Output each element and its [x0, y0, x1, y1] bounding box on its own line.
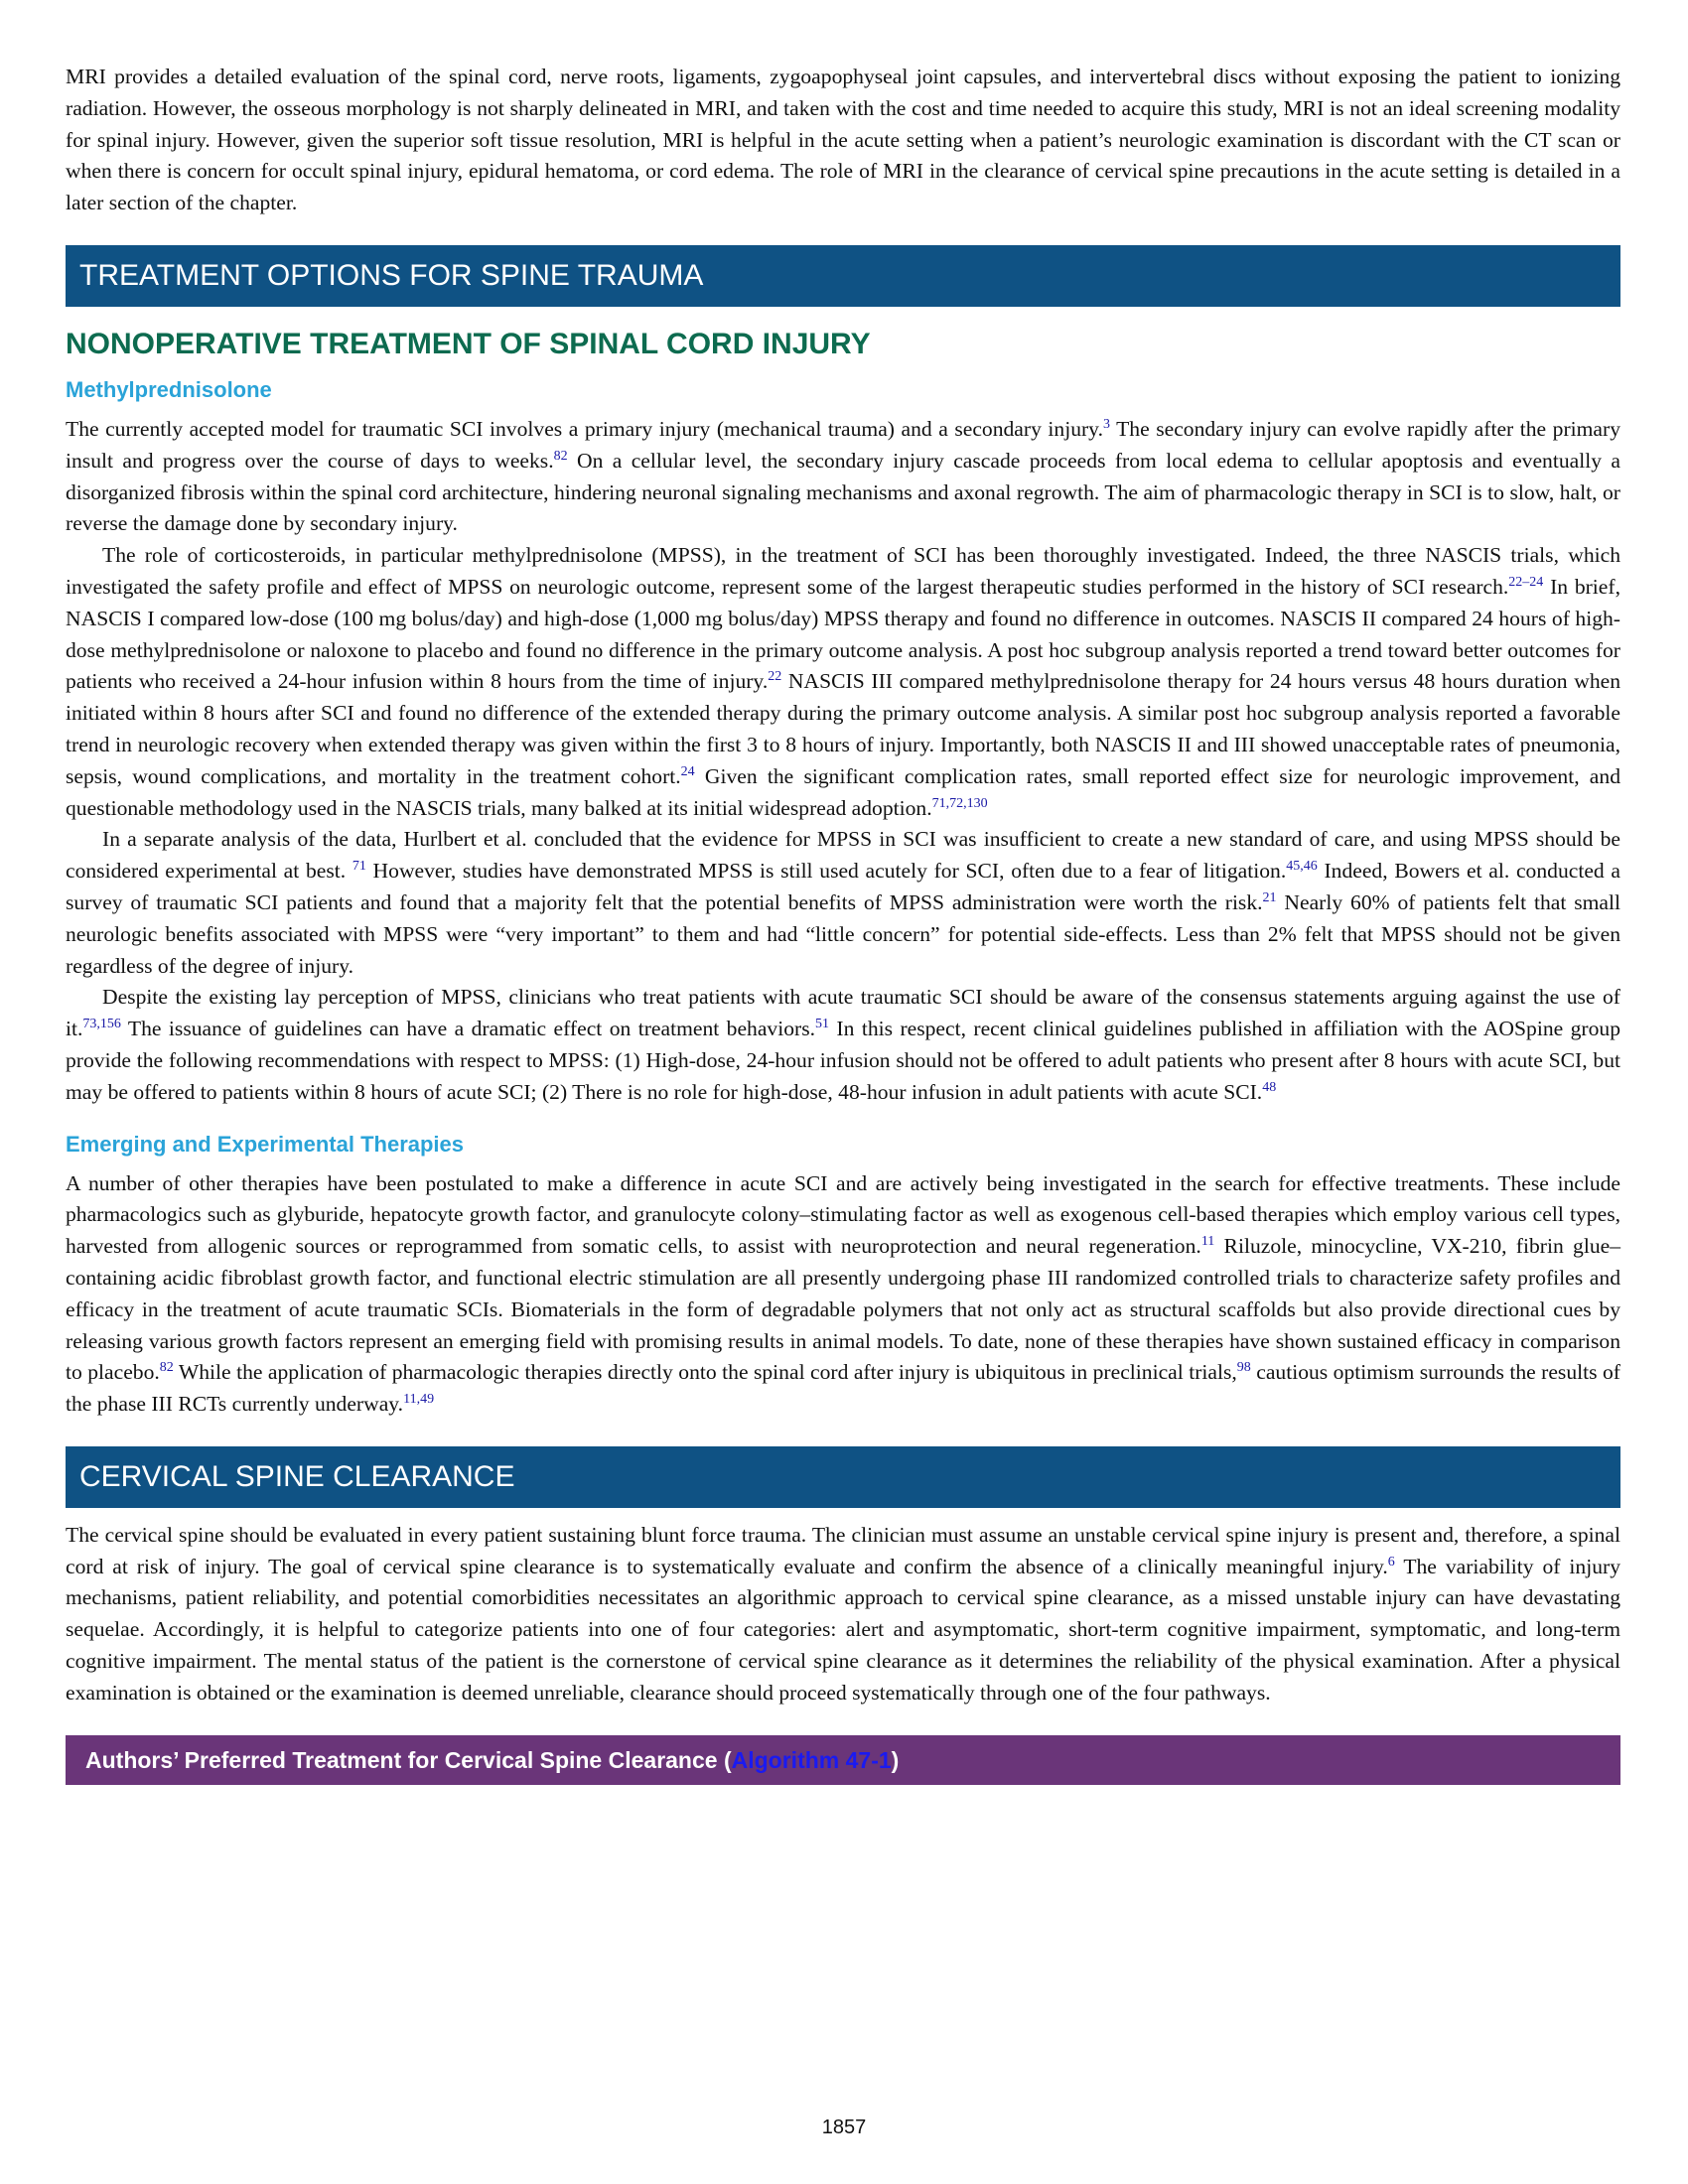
- paragraph-text: MRI provides a detailed evaluation of the spinal cord, nerve roots, ligaments, zygoapophyseal joint capsules, and intervertebral discs without exposing the patient to ionizing radiation. However, the osseous morphology is not sharply delineated in MRI, and taken with the cost and time needed to acquire this study, MRI is not an ideal screening modality for spinal injury. However, given the superior soft tissue resolution, MRI is helpful in the acute setting when a patient’s neurologic examination is discordant with the CT scan or when there is concern for occult spinal injury, epidural hematoma, or cord edema. The role of MRI in the clearance of cervical spine precautions in the acute setting is detailed in a later section of the chapter.: [66, 65, 1620, 215]
- section-heading-cervical-clearance: CERVICAL SPINE CLEARANCE: [66, 1446, 1620, 1508]
- paragraph: [66, 824, 1620, 982]
- citation-link[interactable]: 22–24: [1508, 574, 1544, 590]
- subsection-heading-nonoperative: NONOPERATIVE TREATMENT OF SPINAL CORD INJURY: [66, 327, 871, 360]
- citation-link[interactable]: 21: [1262, 889, 1277, 905]
- paragraph-text: The variability of injury mechanisms, patient reliability, and potential comorbidities necessitates an algorithmic approach to cervical spine clearance, as a missed unstable injury can have devastating sequelae. Accordingly, it is helpful to categorize patients into one of four categories: alert and asymptomatic, short-term cognitive impairment, symptomatic, and long-term cognitive impairment. The mental status of the patient is the cornerstone of cervical spine clearance as it determines the reliability of the physical examination. After a physical examination is obtained or the examination is deemed unreliable, clearance should proceed systematically through one of the four pathways.: [66, 1554, 1620, 1705]
- paragraph-text: cautious optimism surrounds the results of the phase III RCTs currently underway.: [66, 1360, 1620, 1417]
- paragraph: [66, 1520, 1620, 1709]
- heading-emerging-therapies: Emerging and Experimental Therapies: [66, 1131, 465, 1157]
- paragraph-text: On a cellular level, the secondary injury cascade proceeds from local edema to cellular apoptosis and eventually a disorganized fibrosis within the spinal cord architecture, hindering neuronal signaling mechanisms and axonal regrowth. The aim of pharmacologic therapy in SCI is to slow, halt, or reverse the damage done by secondary injury.: [66, 448, 1620, 536]
- citation-link[interactable]: 24: [680, 763, 695, 779]
- paragraph: [66, 1168, 1620, 1421]
- paragraph-text: Given the significant complication rates, small reported effect size for neurologic improvement, and questionable methodology used in the NASCIS trials, many balked at its initial widespread adoption.: [66, 763, 1620, 820]
- citation-link[interactable]: 6: [1387, 1554, 1395, 1570]
- paragraph-text: Despite the existing lay perception of MPSS, clinicians who treat patients with acute traumatic SCI should be aware of the consensus statements arguing against the use of it.: [66, 985, 1620, 1041]
- paragraph-text: However, studies have demonstrated MPSS is still used acutely for SCI, often due to a fear of litigation.: [365, 859, 1287, 884]
- paragraph: [66, 540, 1620, 824]
- citation-link[interactable]: 48: [1262, 1079, 1277, 1095]
- citation-link[interactable]: 71,72,130: [931, 795, 988, 811]
- paragraph-text: In brief, NASCIS I compared low-dose (100 mg bolus/day) and high-dose (1,000 mg bolus/day) MPSS therapy and found no difference in outcomes. NASCIS II compared 24 hours of high-dose methylprednisolone or naloxone to placebo and found no difference in the primary outcome analysis. A post hoc subgroup analysis reported a trend toward better outcomes for patients who received a 24-hour infusion within 8 hours from the time of injury.: [66, 574, 1620, 694]
- citation-link[interactable]: 82: [159, 1360, 174, 1376]
- paragraph: [66, 982, 1620, 1108]
- paragraph: [66, 62, 1620, 219]
- citation-link[interactable]: 45,46: [1286, 859, 1318, 875]
- page-content: [66, 62, 1620, 1785]
- paragraph-text: Riluzole, minocycline, VX-210, fibrin glue–containing acidic fibroblast growth factor, and functional electric stimulation are all presently undergoing phase III randomized controlled trials to characterize safety profiles and efficacy in the treatment of acute traumatic SCIs. Biomaterials in the form of degradable polymers that not only act as structural scaffolds but also provide directional cues by releasing various growth factors represent an emerging field with promising results in animal models. To date, none of these therapies have shown sustained efficacy in comparison to placebo.: [66, 1234, 1621, 1385]
- citation-link[interactable]: 82: [553, 448, 568, 464]
- citation-link[interactable]: 73,156: [82, 1017, 121, 1032]
- citation-link[interactable]: 22: [768, 669, 782, 685]
- heading-methylprednisolone: Methylprednisolone: [66, 376, 272, 402]
- citation-link[interactable]: 3: [1102, 416, 1110, 432]
- methylprednisolone-body: [66, 414, 1620, 1109]
- intro-section: [66, 62, 1620, 219]
- paragraph-text: The secondary injury can evolve rapidly after the primary insult and progress over the course of days to weeks.: [66, 416, 1621, 473]
- authors-preferred-treatment-box: [66, 1735, 1620, 1785]
- paragraph-text: Nearly 60% of patients felt that small neurologic benefits associated with MPSS were “very important” to them and had “little concern” for potential side-effects. Less than 2% felt that MPSS should not be given regardless of the degree of injury.: [66, 889, 1620, 978]
- cervical-clearance-body: [66, 1520, 1620, 1709]
- paragraph-text: Indeed, Bowers et al. conducted a survey of traumatic SCI patients and found that a majority felt that the potential benefits of MPSS administration were worth the risk.: [66, 859, 1621, 914]
- citation-link[interactable]: 51: [815, 1017, 830, 1032]
- citation-link[interactable]: 11: [1200, 1234, 1215, 1250]
- paragraph-text: The currently accepted model for traumatic SCI involves a primary injury (mechanical trauma) and a secondary injury.: [66, 416, 1103, 441]
- citation-link[interactable]: 11,49: [403, 1392, 435, 1408]
- citation-link[interactable]: 98: [1236, 1360, 1251, 1376]
- paragraph-text: In this respect, recent clinical guidelines published in affiliation with the AOSpine group provide the following recommendations with respect to MPSS: (1) High-dose, 24-hour infusion should not be offered to adult patients who present after 8 hours with acute SCI, but may be offered to patients within 8 hours of acute SCI; (2) There is no role for high-dose, 48-hour infusion in adult patients with acute SCI.: [66, 1017, 1621, 1104]
- paragraph-text: The issuance of guidelines can have a dramatic effect on treatment behaviors.: [120, 1017, 816, 1041]
- paragraph-text: The role of corticosteroids, in particular methylprednisolone (MPSS), in the treatment of SCI has been thoroughly investigated. Indeed, the three NASCIS trials, which investigated the safety profile and effect of MPSS on neurologic outcome, represent some of the largest therapeutic studies performed in the history of SCI research.: [66, 543, 1620, 599]
- paragraph-text: The cervical spine should be evaluated in every patient sustaining blunt force trauma. The clinician must assume an unstable cervical spine injury is present and, therefore, a spinal cord at risk of injury. The goal of cervical spine clearance is to systematically evaluate and confirm the absence of a clinically meaningful injury.: [66, 1522, 1620, 1578]
- page-number: 1857: [821, 2116, 867, 2138]
- paragraph-text: While the application of pharmacologic therapies directly onto the spinal cord after injury is ubiquitous in preclinical trials,: [173, 1360, 1237, 1385]
- paragraph-text: A number of other therapies have been postulated to make a difference in acute SCI and are actively being investigated in the search for effective treatments. These include pharmacologics such as glyburide, hepatocyte growth factor, and granulocyte colony–stimulating factor as well as exogenous cell-based therapies which employ various cell types, harvested from allogenic sources or reprogrammed from somatic cells, to assist with neuroprotection and neural regeneration.: [66, 1170, 1620, 1259]
- box-title: Authors’ Preferred Treatment for Cervical Spine Clearance (: [85, 1746, 732, 1773]
- citation-link[interactable]: 71: [352, 859, 366, 875]
- paragraph-text: NASCIS III compared methylprednisolone therapy for 24 hours versus 48 hours duration when initiated within 8 hours after SCI and found no difference of the extended therapy during the primary outcome analysis. A similar post hoc subgroup analysis reported a favorable trend in neurologic recovery when extended therapy was given within the first 3 to 8 hours of injury. Importantly, both NASCIS II and III showed unacceptable rates of pneumonia, sepsis, wound complications, and mortality in the treatment cohort.: [66, 669, 1621, 788]
- paragraph: [66, 414, 1620, 540]
- paragraph-text: In a separate analysis of the data, Hurlbert et al. concluded that the evidence for MPSS in SCI was insufficient to create a new standard of care, and using MPSS should be considered experimental at best.: [66, 827, 1620, 884]
- emerging-therapies-body: [66, 1168, 1620, 1421]
- section-heading-treatment-options: TREATMENT OPTIONS FOR SPINE TRAUMA: [66, 245, 1620, 307]
- algorithm-link[interactable]: Algorithm 47-1: [731, 1746, 892, 1773]
- box-title-end: ): [891, 1746, 900, 1773]
